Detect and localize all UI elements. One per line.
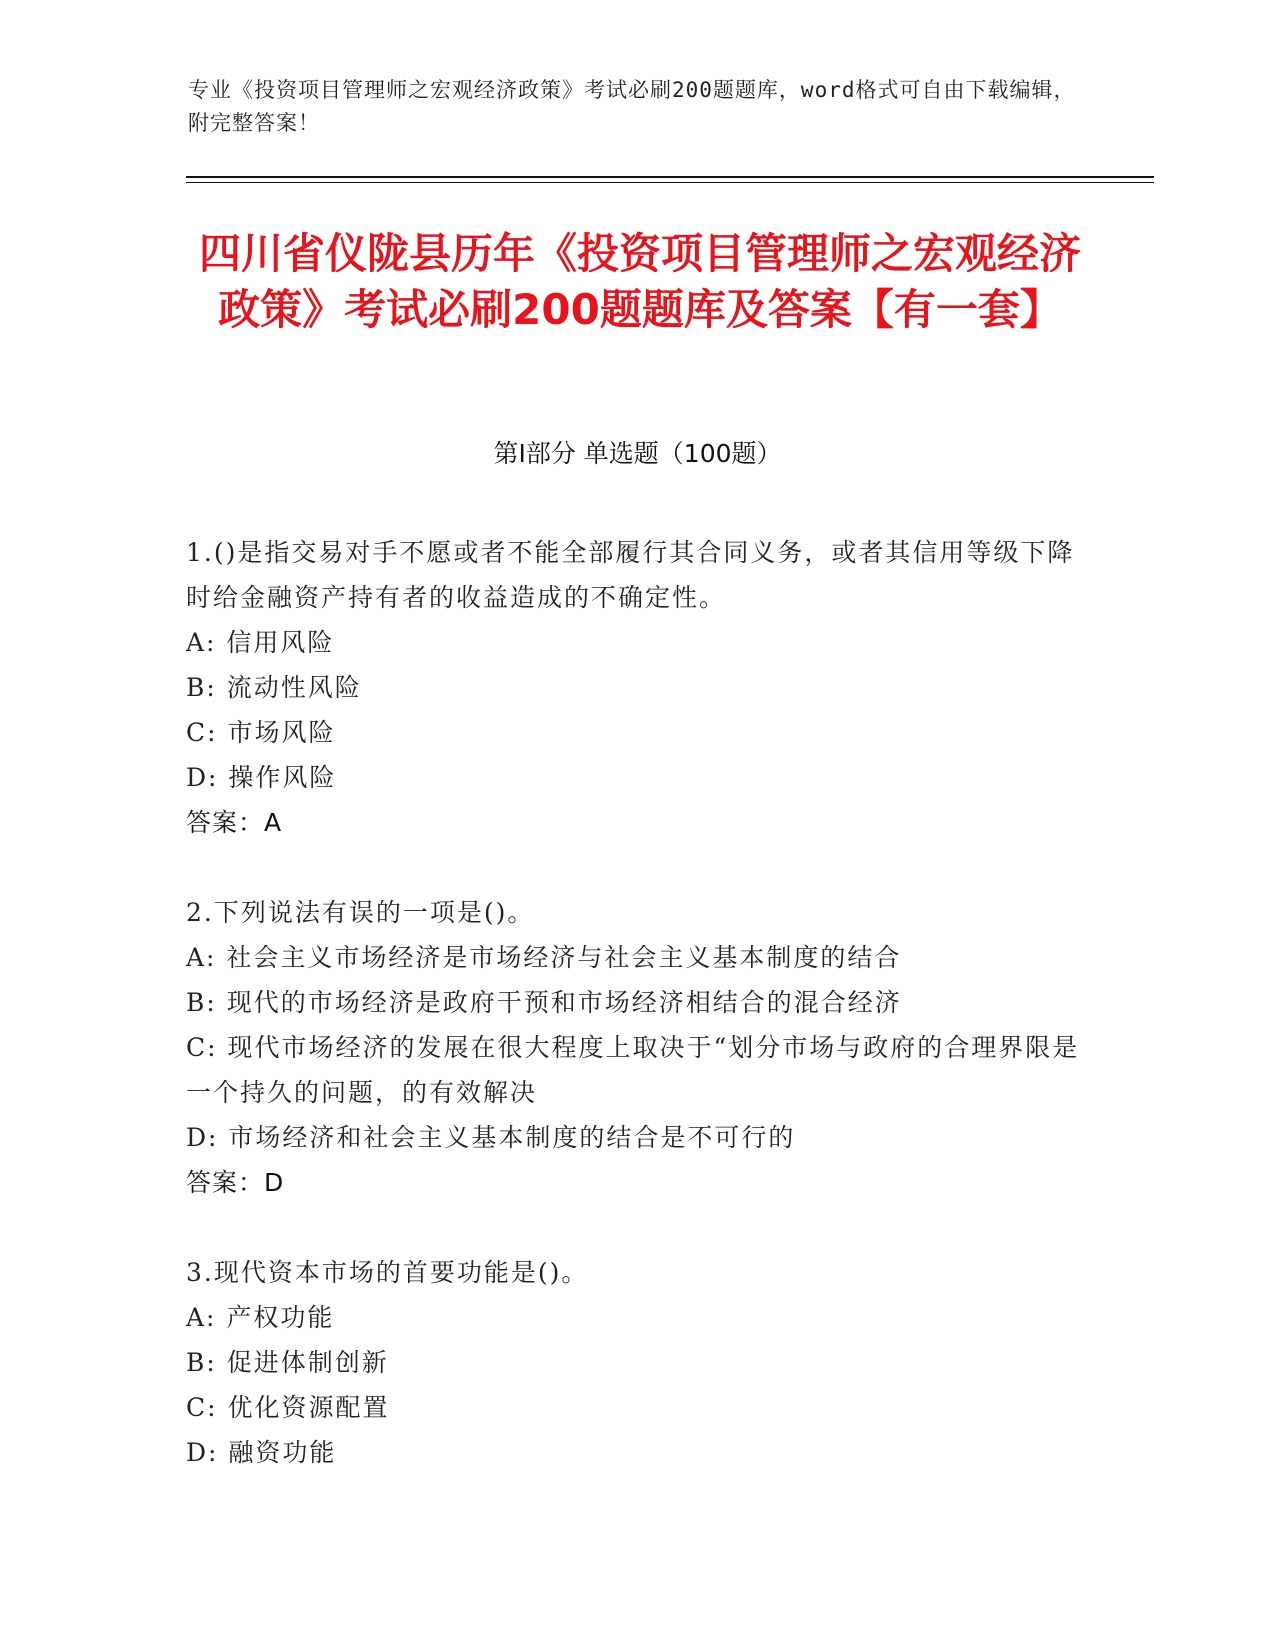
- option-a: A: 产权功能: [186, 1303, 335, 1332]
- option-c: C: 优化资源配置: [186, 1393, 390, 1422]
- option-d: D: 操作风险: [186, 763, 337, 792]
- header-divider-thick: [186, 176, 1154, 178]
- question-3: [186, 1250, 1086, 1475]
- option-b: B: 现代的市场经济是政府干预和市场经济相结合的混合经济: [186, 988, 902, 1017]
- question-1: [186, 530, 1086, 845]
- answer: 答案：D: [186, 1168, 285, 1197]
- question-2: [186, 890, 1086, 1205]
- question-stem: 3.现代资本市场的首要功能是()。: [186, 1258, 589, 1287]
- option-a: A: 社会主义市场经济是市场经济与社会主义基本制度的结合: [186, 943, 902, 972]
- option-b: B: 促进体制创新: [186, 1348, 389, 1377]
- question-stem: 1.()是指交易对手不愿或者不能全部履行其合同义务，或者其信用等级下降时给金融资产持有者的收益造成的不确定性。: [186, 538, 1075, 612]
- question-list: [186, 530, 1086, 1520]
- section-title: 第Ⅰ部分 单选题（100题）: [493, 439, 782, 468]
- header-note: 专业《投资项目管理师之宏观经济政策》考试必刷200题题库，word格式可自由下载编辑，附完整答案！: [188, 78, 1076, 135]
- option-d: D: 市场经济和社会主义基本制度的结合是不可行的: [186, 1123, 796, 1152]
- option-c: C: 现代市场经济的发展在很大程度上取决于“划分市场与政府的合理界限是一个持久的问题，的有效解决: [186, 1033, 1080, 1107]
- header-divider-thin: [186, 182, 1154, 183]
- document-title: 四川省仪陇县历年《投资项目管理师之宏观经济政策》考试必刷200题题库及答案【有一套】: [198, 229, 1081, 334]
- option-b: B: 流动性风险: [186, 673, 362, 702]
- option-d: D: 融资功能: [186, 1438, 337, 1467]
- answer: 答案：A: [186, 808, 283, 837]
- option-c: C: 市场风险: [186, 718, 336, 747]
- question-stem: 2.下列说法有误的一项是()。: [186, 898, 535, 927]
- option-a: A: 信用风险: [186, 628, 335, 657]
